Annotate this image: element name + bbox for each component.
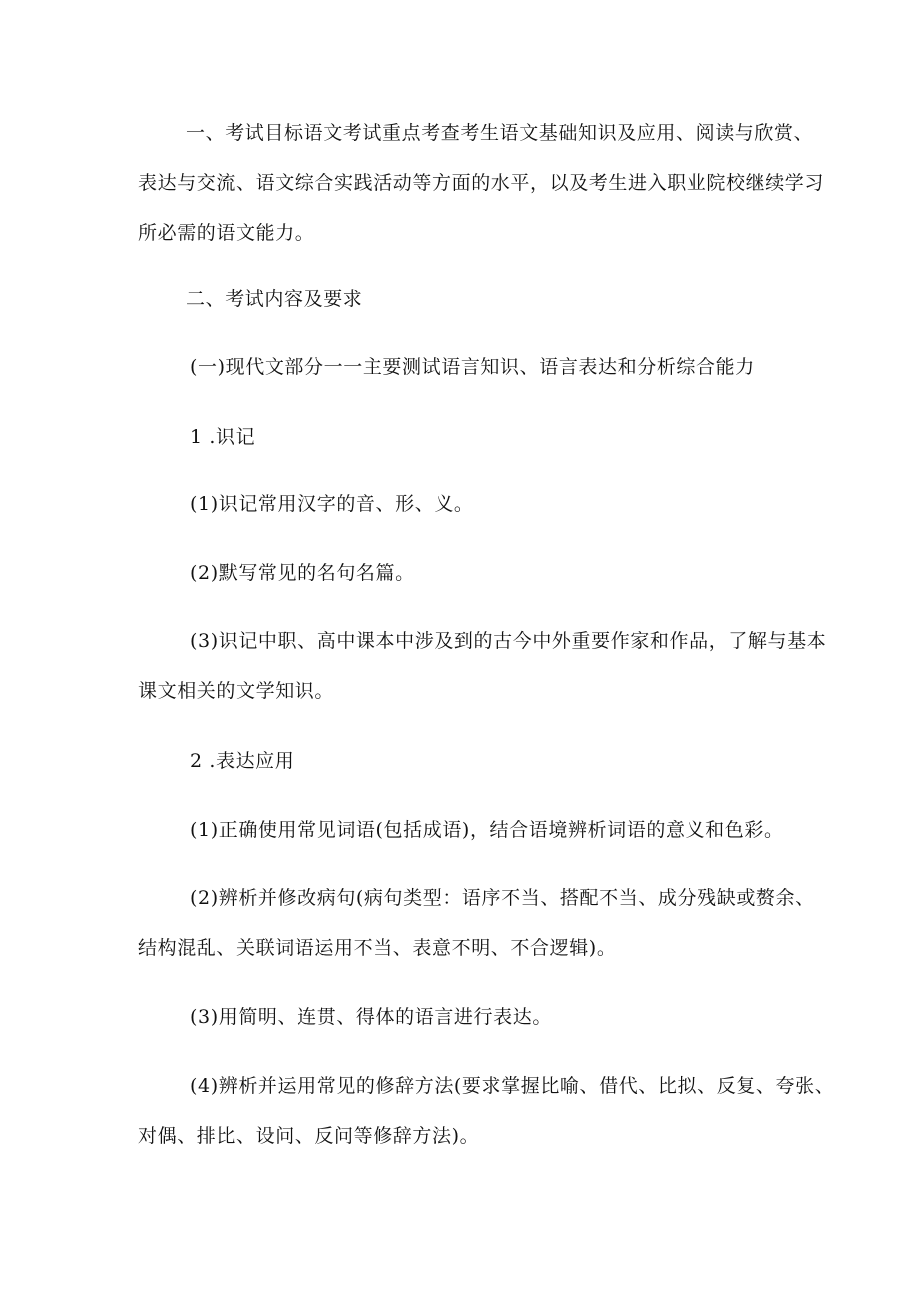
list-item xyxy=(138,1061,835,1161)
paragraph-line: (1)正确使用常见词语(包括成语)，结合语境辨析词语的意义和色彩。 xyxy=(190,819,784,841)
paragraph-line: (2)默写常见的名句名篇。 xyxy=(190,562,415,584)
paragraph-line: 1 .识记 xyxy=(190,426,256,448)
heading-modern-text xyxy=(138,342,798,392)
heading-exam-content xyxy=(138,274,798,324)
paragraph-line: (4)辨析并运用常见的修辞方法(要求掌握比喻、借代、比拟、反复、夸张、 xyxy=(190,1075,835,1097)
paragraph-line: 结构混乱、关联词语运用不当、表意不明、不合逻辑)。 xyxy=(138,937,617,959)
paragraph-line: (3)识记中职、高中课本中涉及到的古今中外重要作家和作品，了解与基本 xyxy=(190,630,827,652)
paragraph-line: (3)用简明、连贯、得体的语言进行表达。 xyxy=(190,1006,552,1028)
list-item xyxy=(138,548,798,598)
paragraph-line: 课文相关的文学知识。 xyxy=(138,680,335,702)
paragraph-line: (一)现代文部分一一主要测试语言知识、语言表达和分析综合能力 xyxy=(190,356,755,378)
list-item xyxy=(138,805,798,855)
heading-expression xyxy=(138,736,798,786)
list-item xyxy=(138,992,798,1042)
paragraph-line: 对偶、排比、设问、反问等修辞方法)。 xyxy=(138,1125,480,1147)
paragraph-line: 所必需的语文能力。 xyxy=(138,222,315,244)
paragraph-line: 2 .表达应用 xyxy=(190,750,295,772)
paragraph-line: (2)辨析并修改病句(病句类型：语序不当、搭配不当、成分残缺或赘余、 xyxy=(190,887,815,909)
paragraph-line: 一、考试目标语文考试重点考查考生语文基础知识及应用、阅读与欣赏、 xyxy=(186,122,814,144)
paragraph-line: 表达与交流、语文综合实践活动等方面的水平，以及考生进入职业院校继续学习 xyxy=(138,172,825,194)
list-item xyxy=(138,616,827,716)
paragraph-line: 二、考试内容及要求 xyxy=(186,288,363,310)
list-item xyxy=(138,479,798,529)
heading-memorization xyxy=(138,412,798,462)
list-item xyxy=(138,873,815,973)
paragraph-exam-objective xyxy=(138,108,825,258)
paragraph-line: (1)识记常用汉字的音、形、义。 xyxy=(190,493,474,515)
